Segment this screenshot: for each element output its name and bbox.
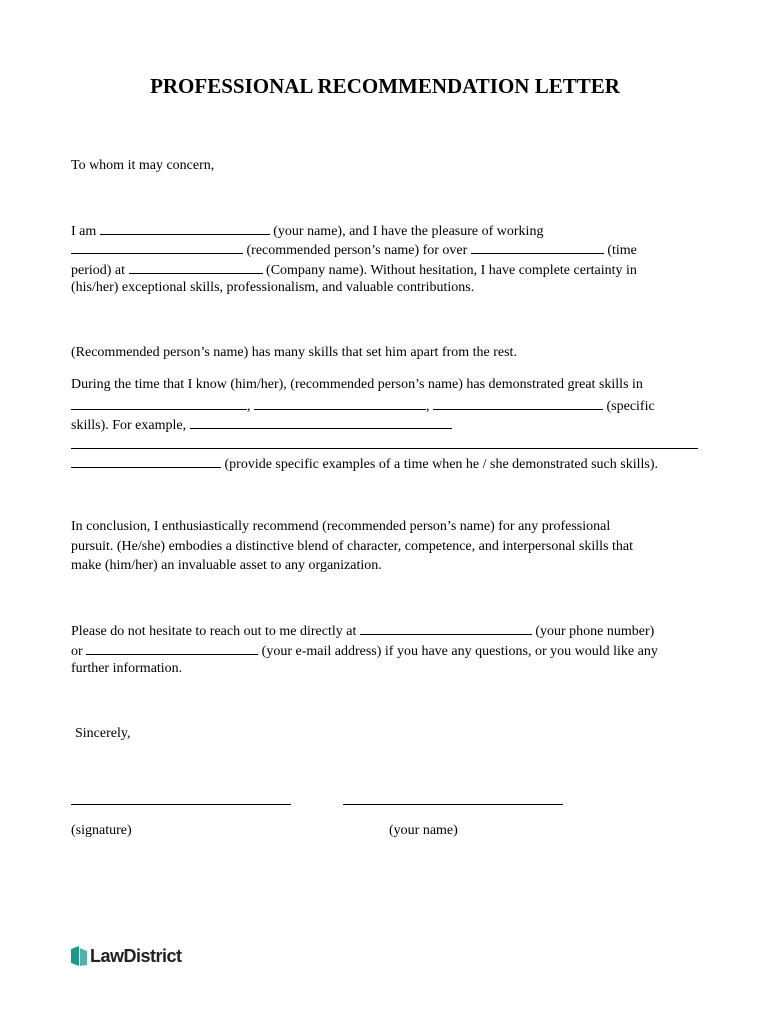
para2-text: , (247, 399, 251, 414)
para1-text: (time (607, 243, 637, 258)
para1-line4: (his/her) exceptional skills, professionalism, and valuable contributions. (71, 280, 475, 295)
phone-number-blank[interactable] (360, 621, 532, 635)
para1-text: I am (71, 224, 97, 239)
para4-text: Please do not hesitate to reach out to me directly at (71, 624, 357, 639)
document-title: PROFESSIONAL RECOMMENDATION LETTER (150, 74, 620, 98)
example-end-blank[interactable] (71, 454, 221, 468)
para2-line2: During the time that I know (him/her), (recommended person’s name) has demonstrated great skills in (71, 377, 643, 392)
para4-line3: further information. (71, 661, 183, 676)
skill-2-blank[interactable] (254, 396, 426, 410)
para2-text: skills). For example, (71, 418, 187, 433)
para1-text: (your name), and I have the pleasure of working (273, 224, 544, 239)
para2-line1: (Recommended person’s name) has many skills that set him apart from the rest. (71, 345, 517, 360)
para3-line2: pursuit. (He/she) embodies a distinctive blend of character, competence, and interpersonal skills that (71, 539, 633, 554)
para4-text: (your e-mail address) if you have any questions, or you would like any (261, 644, 658, 659)
para2-line4 (71, 415, 452, 435)
logo-text: LawDistrict (90, 945, 182, 966)
para4-line2 (71, 641, 658, 661)
para2-line6 (71, 454, 658, 474)
para1-text: (Company name). Without hesitation, I have complete certainty in (266, 263, 637, 278)
para2-line3 (71, 396, 655, 416)
para1-text: (recommended person’s name) for over (246, 243, 468, 258)
para2-line5 (71, 435, 698, 455)
lawdistrict-logo-icon (70, 945, 88, 967)
name-label: (your name) (389, 823, 458, 838)
recommended-name-blank[interactable] (71, 240, 243, 254)
company-name-blank[interactable] (129, 260, 263, 274)
closing: Sincerely, (75, 726, 131, 741)
example-blank[interactable] (190, 415, 452, 429)
para4-text: or (71, 644, 83, 659)
example-continued-blank[interactable] (71, 435, 698, 449)
para1-line2 (71, 240, 637, 260)
para3-line1: In conclusion, I enthusiastically recommend (recommended person’s name) for any professional (71, 519, 611, 534)
time-period-blank[interactable] (471, 240, 604, 254)
salutation: To whom it may concern, (71, 158, 215, 173)
signature-line[interactable] (71, 804, 291, 805)
skill-1-blank[interactable] (71, 396, 247, 410)
para4-line1 (71, 621, 654, 641)
lawdistrict-logo (70, 944, 182, 968)
para1-line1 (71, 221, 543, 241)
email-blank[interactable] (86, 641, 258, 655)
para4-text: (your phone number) (535, 624, 655, 639)
para2-text: , (426, 399, 430, 414)
your-name-line[interactable] (343, 804, 563, 805)
para1-text: period) at (71, 263, 126, 278)
para1-line3 (71, 260, 637, 280)
your-name-blank[interactable] (100, 221, 270, 235)
para2-text: (provide specific examples of a time when he / she demonstrated such skills). (224, 457, 658, 472)
signature-label: (signature) (71, 823, 132, 838)
para2-text: (specific (606, 399, 655, 414)
para3-line3: make (him/her) an invaluable asset to any organization. (71, 558, 382, 573)
skill-3-blank[interactable] (433, 396, 603, 410)
